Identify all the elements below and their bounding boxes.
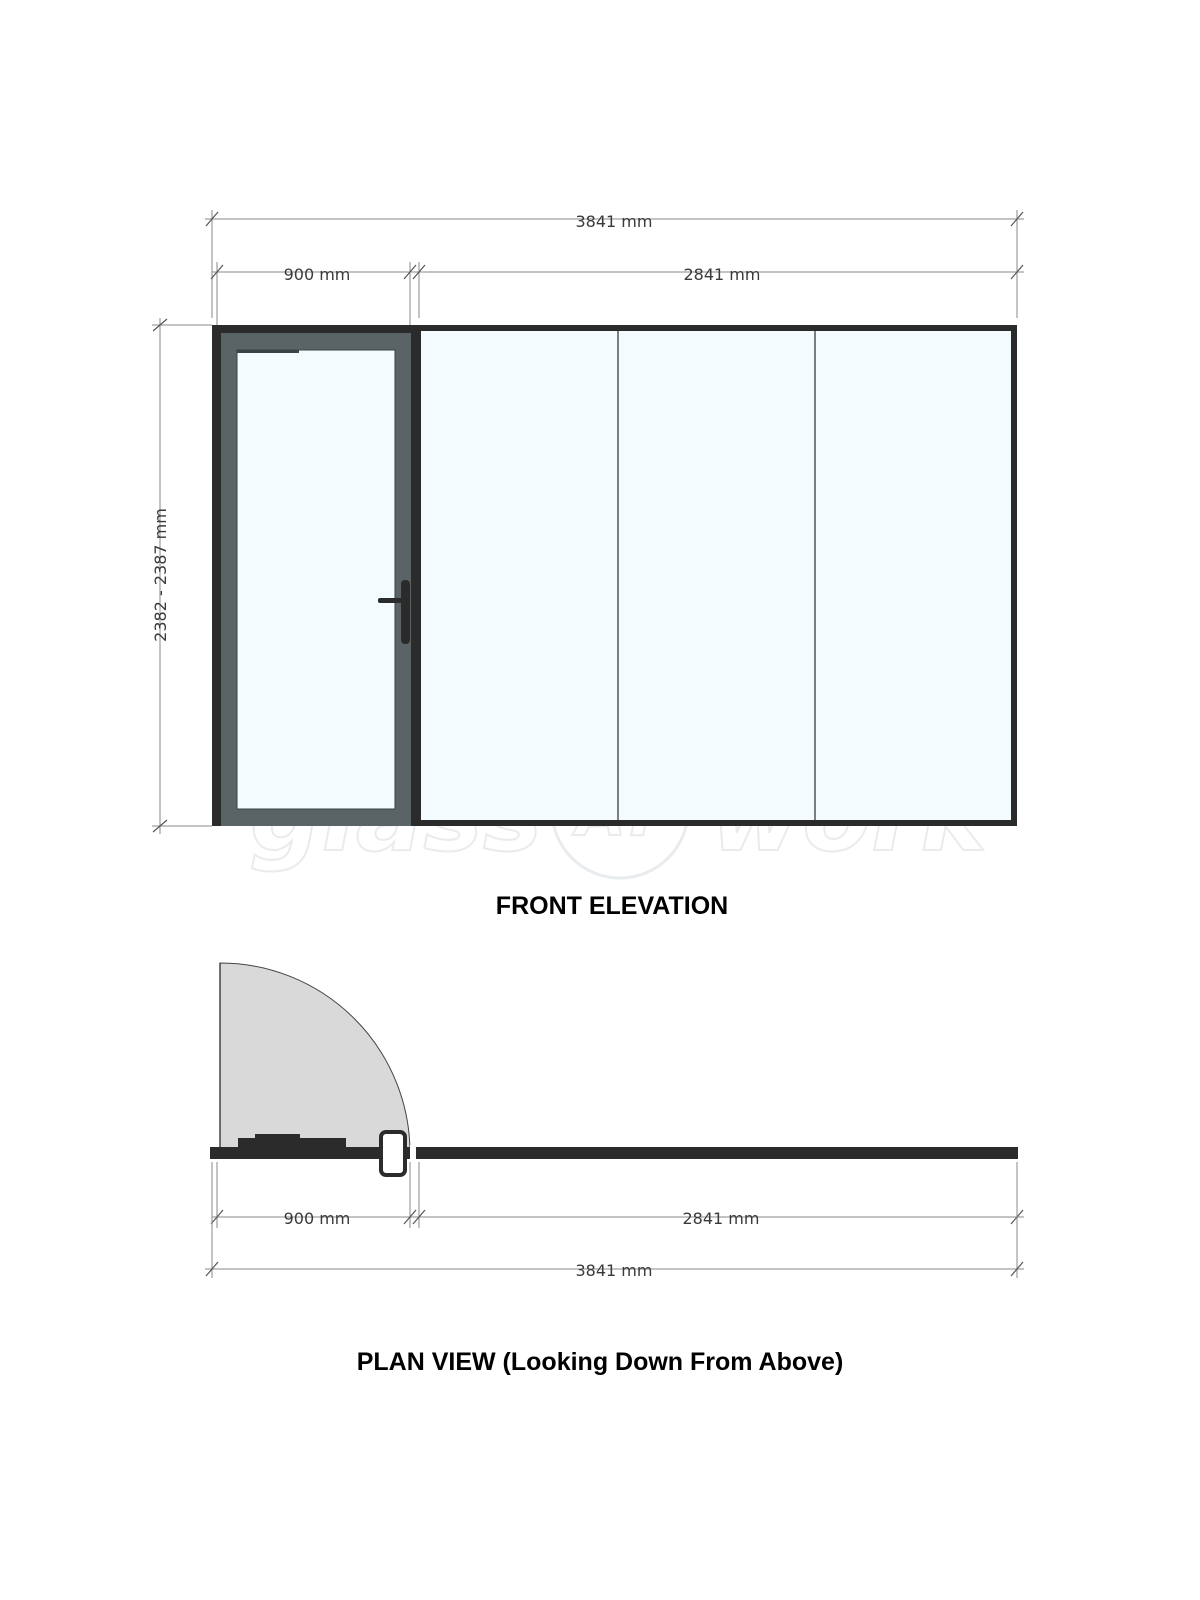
front-elevation	[151, 210, 1024, 920]
overall-width-dimension	[205, 210, 1024, 318]
plan-gap	[410, 1145, 416, 1161]
door-swing-arc	[220, 963, 410, 1153]
door-width-label: 900 mm	[283, 265, 351, 284]
front-elevation-title: FRONT ELEVATION	[495, 892, 729, 920]
overall-width-label: 3841 mm	[575, 212, 653, 231]
door-outer-frame	[212, 325, 222, 826]
door-glass	[237, 350, 395, 809]
plan-overall-width-label: 3841 mm	[575, 1261, 653, 1280]
height-label: 2382 - 2387 mm	[151, 508, 170, 642]
fixed-width-dimension	[413, 262, 1024, 318]
door-assembly	[212, 325, 419, 826]
height-dimension	[151, 318, 212, 834]
door-closer-arm	[255, 1134, 300, 1140]
plan-fixed-width-label: 2841 mm	[682, 1209, 760, 1228]
door-width-dimension	[211, 262, 416, 330]
fixed-panels	[415, 325, 1017, 826]
fixed-width-label: 2841 mm	[683, 265, 761, 284]
plan-fixed-width-dimension	[413, 1162, 1024, 1228]
plan-door-width-label: 900 mm	[283, 1209, 351, 1228]
fixed-panels-glass	[421, 331, 1011, 820]
plan-handle	[381, 1132, 405, 1175]
plan-view	[205, 963, 1024, 1376]
door-handle-plate	[401, 580, 410, 644]
door-glass-top-clamp	[237, 350, 299, 353]
plan-view-title: PLAN VIEW (Looking Down From Above)	[356, 1348, 844, 1376]
door-handle-lever	[378, 598, 406, 603]
door-frame-top	[212, 325, 417, 333]
